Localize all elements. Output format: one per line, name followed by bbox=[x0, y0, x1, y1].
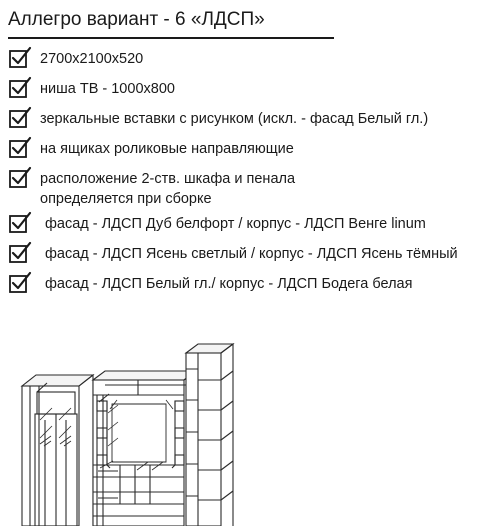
tall-shelf-column bbox=[186, 344, 233, 526]
checkbox-checked-icon bbox=[8, 166, 32, 190]
feature-text: на ящиках роликовые направляющие bbox=[40, 141, 294, 157]
wardrobe-two-door bbox=[22, 375, 93, 526]
title-underline bbox=[8, 37, 334, 39]
checkbox-checked-icon bbox=[8, 136, 32, 160]
furniture-wall-unit-drawing bbox=[0, 330, 500, 526]
feature-text: расположение 2-ств. шкафа и пенала bbox=[40, 171, 296, 187]
feature-text: фасад - ЛДСП Ясень светлый / корпус - ЛДСП Ясень тёмный bbox=[45, 246, 458, 262]
feature-text: фасад - ЛДСП Белый гл./ корпус - ЛДСП Бодега белая bbox=[45, 276, 413, 292]
feature-text: ниша ТВ - 1000x800 bbox=[40, 81, 175, 97]
feature-text-continued: определяется при сборке bbox=[40, 191, 212, 207]
checkbox-checked-icon bbox=[8, 106, 32, 130]
checkbox-checked-icon bbox=[8, 46, 32, 70]
page-title: Аллегро вариант - 6 «ЛДСП» bbox=[8, 9, 265, 30]
checkbox-checked-icon bbox=[8, 76, 32, 100]
feature-text: зеркальные вставки с рисунком (искл. - фасад Белый гл.) bbox=[40, 111, 429, 127]
feature-text: 2700x2100x520 bbox=[40, 51, 144, 67]
tv-niche-section bbox=[93, 371, 196, 526]
checkbox-checked-icon bbox=[8, 241, 32, 265]
checkbox-checked-icon bbox=[8, 271, 32, 295]
feature-text: фасад - ЛДСП Дуб белфорт / корпус - ЛДСП Венге linum bbox=[45, 216, 426, 232]
checkbox-checked-icon bbox=[8, 211, 32, 235]
